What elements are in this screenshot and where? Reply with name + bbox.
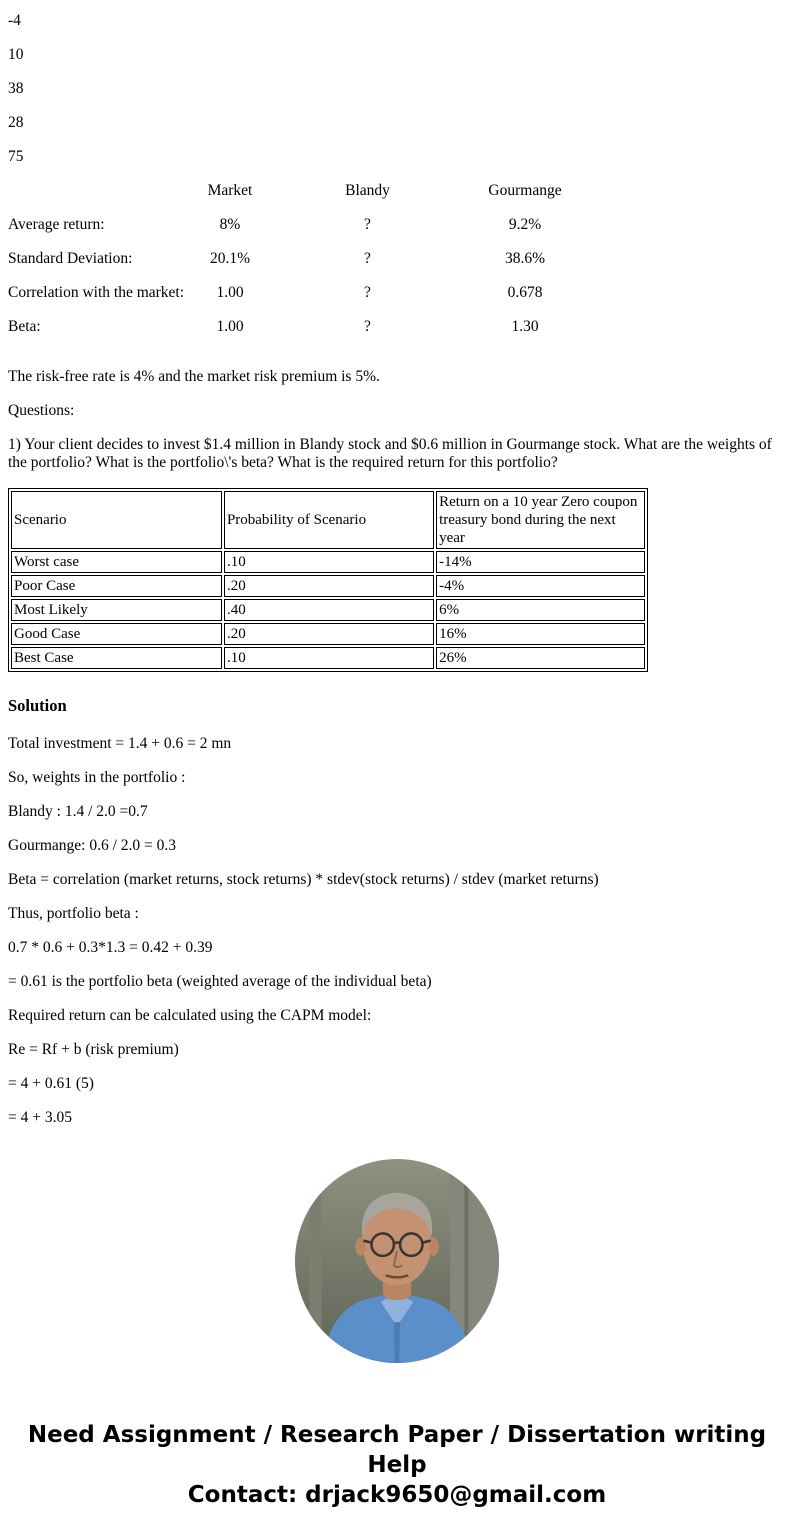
scenario-row-best-case [11,647,645,669]
solution-line: = 4 + 0.61 (5) [8,1075,94,1092]
stats-value-blandy: ? [364,284,371,301]
scenario-cell: .10 [224,647,434,669]
top-number-list [8,12,786,166]
stats-row-beta [8,318,580,352]
footer [27,1420,767,1510]
stats-row-correlation [8,284,580,318]
risk-free-rate-text: The risk-free rate is 4% and the market risk premium is 5%. [8,368,380,385]
scenario-cell: Best Case [11,647,222,669]
solution-line: Blandy : 1.4 / 2.0 =0.7 [8,803,148,820]
question-1-text: 1) Your client decides to invest $1.4 million in Blandy stock and $0.6 million in Gourmange stock. What are the weights of the portfolio? What is the portfolio\'s beta? What is the required return for this portfolio? [8,436,772,471]
tutor-photo [8,1159,786,1368]
top-number: -4 [8,12,21,29]
solution-line: So, weights in the portfolio : [8,769,186,786]
solution-line: Gourmange: 0.6 / 2.0 = 0.3 [8,837,177,854]
top-number: 38 [8,80,24,97]
stats-value-market: 20.1% [209,250,251,267]
stats-row-label: Beta: [8,318,41,335]
solution-line: Re = Rf + b (risk premium) [8,1041,179,1058]
scenario-header-scenario: Scenario [11,491,222,549]
stats-value-market: 1.00 [216,318,244,335]
scenario-cell: Poor Case [11,575,222,597]
stats-row-average-return [8,216,580,250]
stats-value-gourmange: 38.6% [504,250,546,267]
solution-line: = 4 + 3.05 [8,1109,72,1126]
scenario-cell: 16% [436,623,645,645]
footer-contact-text: Contact: drjack9650@gmail.com [187,1482,607,1508]
stats-value-blandy: ? [364,250,371,267]
solution-line: Required return can be calculated using the CAPM model: [8,1007,372,1024]
stats-value-blandy: ? [364,318,371,335]
top-number: 10 [8,46,24,63]
stats-row-standard-deviation [8,250,580,284]
stats-row-label: Average return: [8,216,105,233]
stats-table [8,182,580,352]
scenario-cell: Good Case [11,623,222,645]
stats-value-gourmange: 0.678 [507,284,543,301]
solution-line: Beta = correlation (market returns, stock returns) * stdev(stock returns) / stdev (market returns) [8,871,599,888]
stats-col-header-market: Market [207,182,253,199]
footer-help-text: Need Assignment / Research Paper / Dissertation writing Help [27,1422,767,1478]
top-number: 75 [8,148,24,165]
stats-row-label: Standard Deviation: [8,250,133,267]
scenario-cell: .20 [224,623,434,645]
solution-line: = 0.61 is the portfolio beta (weighted average of the individual beta) [8,973,432,990]
scenario-header-row [11,491,645,549]
stats-row-label: Correlation with the market: [8,284,185,301]
solution-line: 0.7 * 0.6 + 0.3*1.3 = 0.42 + 0.39 [8,939,213,956]
scenario-cell: 26% [436,647,645,669]
scenario-cell: -14% [436,551,645,573]
scenario-row-most-likely [11,599,645,621]
solution-body [8,735,786,1127]
stats-value-market: 8% [219,216,241,233]
solution-heading: Solution [8,696,67,715]
stats-col-header-gourmange: Gourmange [488,182,562,199]
scenario-row-poor-case [11,575,645,597]
solution-line: Thus, portfolio beta : [8,905,139,922]
scenario-cell: .10 [224,551,434,573]
stats-value-gourmange: 1.30 [511,318,539,335]
top-number: 28 [8,114,24,131]
solution-line: Total investment = 1.4 + 0.6 = 2 mn [8,735,232,752]
stats-value-blandy: ? [364,216,371,233]
scenario-cell: Most Likely [11,599,222,621]
stats-header-spacer [8,182,195,216]
scenario-row-good-case [11,623,645,645]
stats-value-market: 1.00 [216,284,244,301]
scenario-cell: 6% [436,599,645,621]
scenario-cell: .20 [224,575,434,597]
stats-value-gourmange: 9.2% [508,216,542,233]
scenario-cell: Worst case [11,551,222,573]
stats-col-header-blandy: Blandy [345,182,390,199]
scenario-cell: .40 [224,599,434,621]
stats-header-row [8,182,580,216]
scenario-table [8,488,648,672]
questions-label: Questions: [8,402,75,419]
scenario-row-worst-case [11,551,645,573]
scenario-cell: -4% [436,575,645,597]
scenario-header-probability: Probability of Scenario [224,491,434,549]
scenario-header-return: Return on a 10 year Zero coupon treasury bond during the next year [436,491,645,549]
tutor-photo-image [295,1159,499,1363]
